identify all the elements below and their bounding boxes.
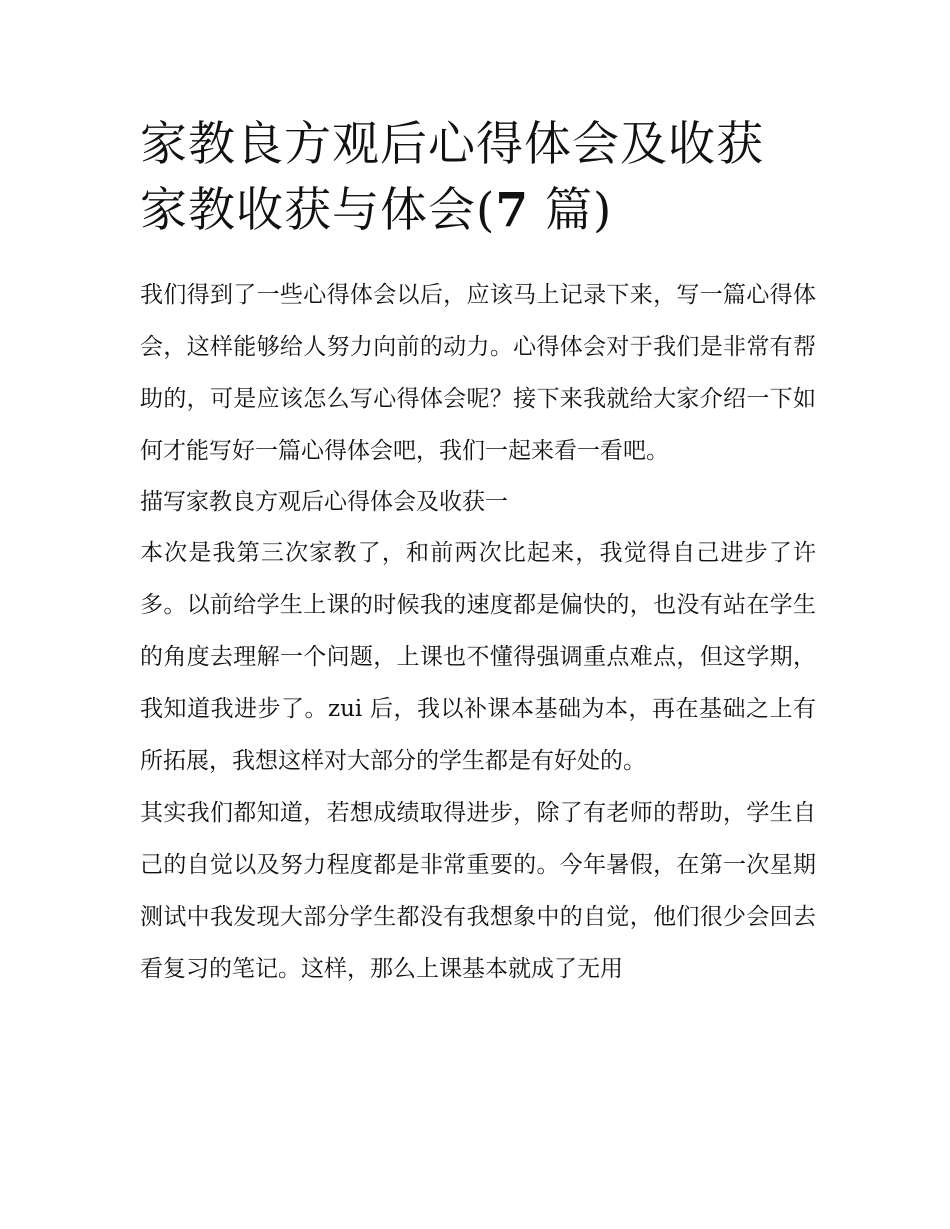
intro-paragraph: 我们得到了一些心得体会以后，应该马上记录下来，写一篇心得体会，这样能够给人努力向前的动力。心得体会对于我们是非常有帮助的，可是应该怎么写心得体会呢？接下来我就给大家介绍一下如何才能写好一篇心得体会吧，我们一起来看一看吧。 (140, 282, 816, 464)
title-line-1: 家教良方观后心得体会及收获 (140, 117, 764, 172)
body-paragraph-1: 本次是我第三次家教了，和前两次比起来，我觉得自己进步了许多。以前给学生上课的时候我的速度都是偏快的，也没有站在学生的角度去理解一个问题，上课也不懂得强调重点难点，但这学期，我知道我进步了。zui 后，我以补课本基础为本，再在基础之上有所拓展，我想这样对大部分的学生都是有好处的。 (140, 540, 816, 774)
document-body (140, 269, 816, 995)
title-line-2-suffix: 篇) (529, 183, 613, 238)
title-line-2-number: 7 (495, 183, 530, 238)
document-title (140, 112, 816, 244)
document-page (140, 112, 816, 995)
title-line-2-prefix: 家教收获与体会( (140, 183, 496, 238)
body-paragraph-2: 其实我们都知道，若想成绩取得进步，除了有老师的帮助，学生自己的自觉以及努力程度都是非常重要的。今年暑假，在第一次星期测试中我发现大部分学生都没有我想象中的自觉，他们很少会回去看复习的笔记。这样，那么上课基本就成了无用 (140, 800, 816, 982)
section-heading: 描写家教良方观后心得体会及收获一 (140, 489, 508, 515)
